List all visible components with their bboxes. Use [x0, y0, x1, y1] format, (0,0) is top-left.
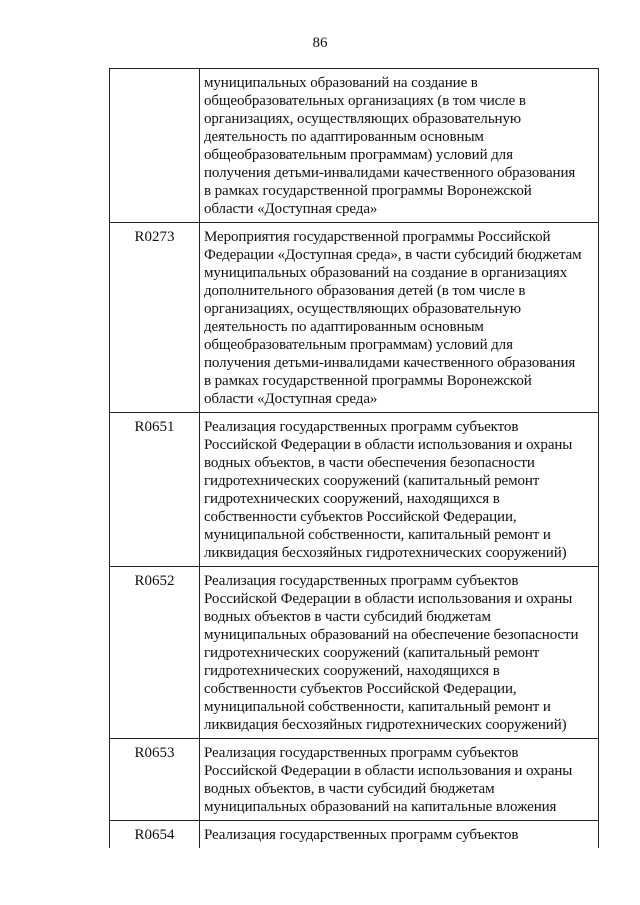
description-line: собственности субъектов Российской Федерации, [204, 509, 517, 525]
description-line: Реализация государственных программ субъектов [204, 827, 519, 843]
description-line: Реализация государственных программ субъектов [204, 419, 519, 435]
description-line: в рамках государственной программы Воронежской [204, 183, 532, 199]
description-line: гидротехнических сооружений, находящихся в [204, 491, 500, 507]
description-line: получения детьми-инвалидами качественного образования [204, 165, 576, 181]
description-line: общеобразовательным программам) условий для [204, 147, 513, 163]
table-row [110, 739, 598, 821]
budget-code-table [109, 68, 599, 848]
description-cell [200, 739, 598, 820]
description-line: в рамках государственной программы Воронежской [204, 373, 532, 389]
description-cell [200, 69, 598, 222]
description-line: водных объектов, в части субсидий бюджетам [204, 781, 495, 797]
description-line: Реализация государственных программ субъектов [204, 745, 519, 761]
description-line: гидротехнических сооружений, находящихся в [204, 663, 500, 679]
description-line: муниципальных образований на капитальные вложения [204, 799, 557, 815]
description-cell [200, 567, 598, 738]
description-cell [200, 223, 598, 412]
description-line: муниципальной собственности, капитальный ремонт и [204, 699, 551, 715]
description-line: гидротехнических сооружений (капитальный ремонт [204, 473, 540, 489]
page-number: 86 [312, 35, 328, 51]
description-line: организациях, осуществляющих образовательную [204, 301, 521, 317]
description-line: общеобразовательных организациях (в том числе в [204, 93, 526, 109]
description-line: области «Доступная среда» [204, 391, 378, 407]
description-line: деятельность по адаптированным основным [204, 129, 484, 145]
description-line: муниципальных образований на обеспечение безопасности [204, 627, 579, 643]
description-line: собственности субъектов Российской Федерации, [204, 681, 517, 697]
description-cell [200, 413, 598, 566]
description-line: ликвидация бесхозяйных гидротехнических сооружений) [204, 717, 567, 733]
code-cell: R0653 [110, 739, 200, 820]
description-line: Российской Федерации в области использования и охраны [204, 437, 573, 453]
description-line: гидротехнических сооружений (капитальный ремонт [204, 645, 540, 661]
description-line: водных объектов, в части обеспечения безопасности [204, 455, 535, 471]
description-line: организациях, осуществляющих образовательную [204, 111, 521, 127]
code-cell [110, 69, 200, 222]
description-line: области «Доступная среда» [204, 201, 378, 217]
description-line: общеобразовательным программам) условий для [204, 337, 513, 353]
table-row [110, 567, 598, 739]
description-line: Российской Федерации в области использования и охраны [204, 591, 573, 607]
description-line: муниципальных образований на создание в организациях [204, 265, 568, 281]
description-line: получения детьми-инвалидами качественного образования [204, 355, 576, 371]
description-cell [200, 821, 598, 848]
code-cell: R0654 [110, 821, 200, 848]
description-line: водных объектов в части субсидий бюджетам [204, 609, 491, 625]
description-line: дополнительного образования детей (в том числе в [204, 283, 526, 299]
description-line: Реализация государственных программ субъектов [204, 573, 519, 589]
table-row [110, 69, 598, 223]
table-row [110, 821, 598, 848]
description-line: муниципальных образований на создание в [204, 75, 478, 91]
description-line: Федерации «Доступная среда», в части субсидий бюджетам [204, 247, 582, 263]
description-line: муниципальной собственности, капитальный ремонт и [204, 527, 551, 543]
code-cell: R0652 [110, 567, 200, 738]
description-line: ликвидация бесхозяйных гидротехнических сооружений) [204, 545, 567, 561]
description-line: Российской Федерации в области использования и охраны [204, 763, 573, 779]
table-row [110, 223, 598, 413]
description-line: деятельность по адаптированным основным [204, 319, 484, 335]
code-cell: R0651 [110, 413, 200, 566]
table-row [110, 413, 598, 567]
code-cell: R0273 [110, 223, 200, 412]
description-line: Мероприятия государственной программы Российской [204, 229, 551, 245]
